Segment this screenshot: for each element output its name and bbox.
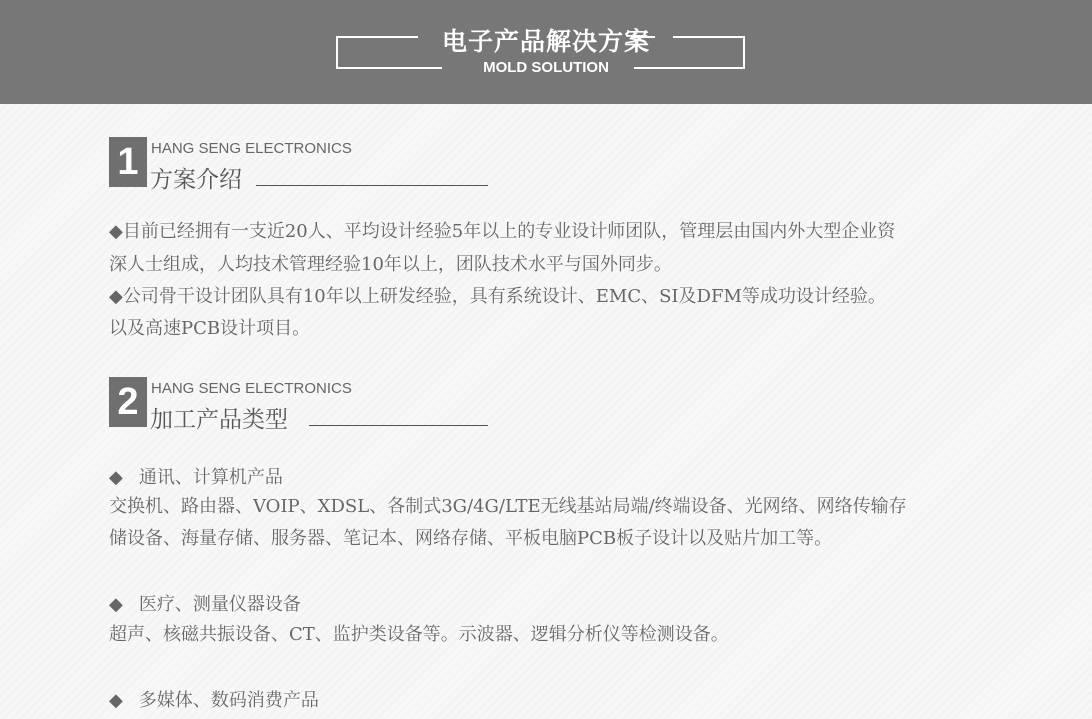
section-title: 加工产品类型 xyxy=(150,407,288,433)
intro-line: 以及高速PCB设计项目。 xyxy=(109,318,311,339)
category-heading xyxy=(109,463,283,489)
diamond-bullet-icon: ◆ xyxy=(109,467,123,488)
section-brand: HANG SENG ELECTRONICS xyxy=(151,380,352,397)
intro-line: 深人士组成，人均技术管理经验10年以上，团队技术水平与国外同步。 xyxy=(109,254,672,275)
category-heading xyxy=(109,686,319,712)
category-name: 医疗、测量仪器设备 xyxy=(138,594,301,615)
page-title: 电子产品解决方案 xyxy=(441,27,650,56)
section-underline xyxy=(256,185,488,186)
category-heading xyxy=(109,590,301,616)
diamond-bullet-icon: ◆ xyxy=(109,690,123,711)
section-underline xyxy=(309,425,488,426)
category-name: 多媒体、数码消费产品 xyxy=(138,690,319,711)
diamond-bullet-icon: ◆ xyxy=(109,594,123,615)
category-line: 超声、核磁共振设备、CT、监护类设备等。示波器、逻辑分析仪等检测设备。 xyxy=(109,624,729,645)
section-number-badge: 1 xyxy=(109,137,147,187)
category-line: 交换机、路由器、VOIP、XDSL、各制式3G/4G/LTE无线基站局端/终端设备、光网络、网络传输存 xyxy=(109,496,907,517)
section-number-badge: 2 xyxy=(109,377,147,427)
section-title: 方案介绍 xyxy=(150,167,242,193)
intro-line: ◆目前已经拥有一支近20人、平均设计经验5年以上的专业设计师团队，管理层由国内外大型企业资 xyxy=(109,221,896,242)
page-subtitle: MOLD SOLUTION xyxy=(483,59,609,76)
category-name: 通讯、计算机产品 xyxy=(138,467,283,488)
section-brand: HANG SENG ELECTRONICS xyxy=(151,140,352,157)
intro-line: ◆公司骨干设计团队具有10年以上研发经验，具有系统设计、EMC、SI及DFM等成功设计经验。 xyxy=(109,286,886,307)
category-line: 储设备、海量存储、服务器、笔记本、网络存储、平板电脑PCB板子设计以及贴片加工等。 xyxy=(109,528,833,549)
